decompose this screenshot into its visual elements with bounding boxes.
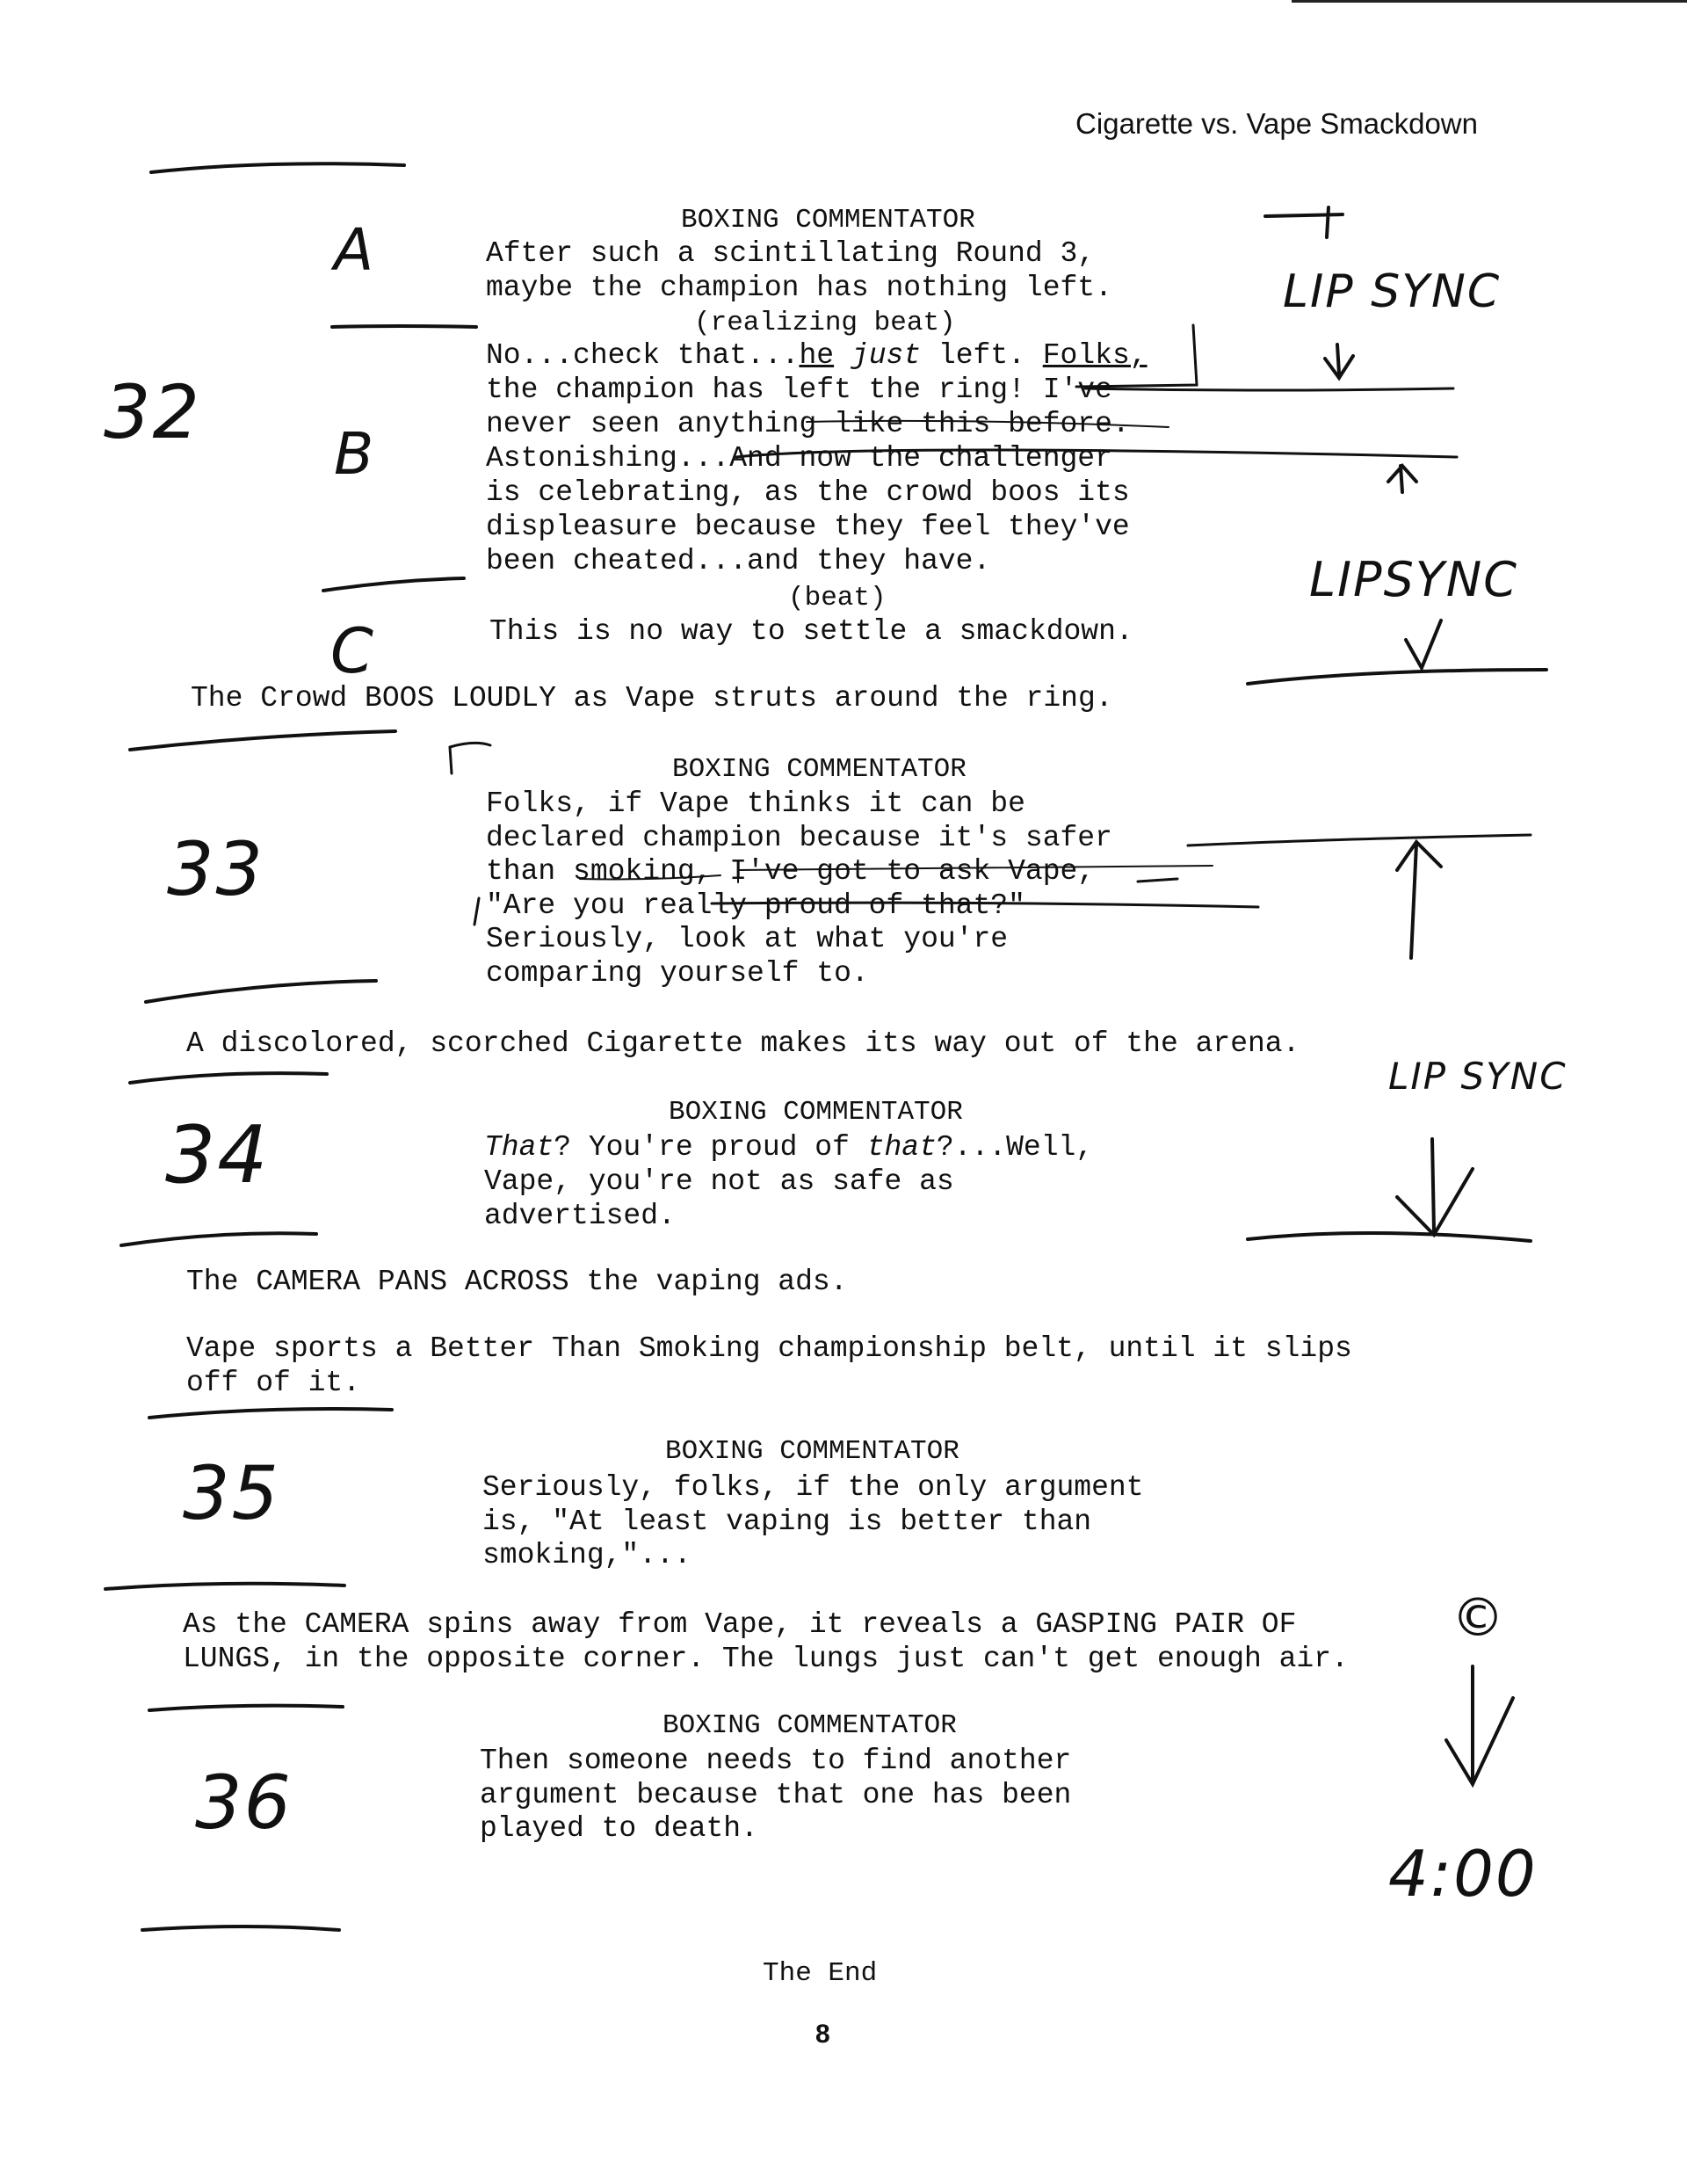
underline-mark [580,875,720,880]
action-line: A discolored, scorched Cigarette makes its way out of the arena. [186,1027,1300,1060]
underline-mark [807,421,1169,427]
action-line: The Crowd BOOS LOUDLY as Vape struts around the ring. [191,682,1113,715]
action-line: Vape sports a Better Than Smoking championship belt, until it slips off of it. [186,1332,1352,1399]
scene-divider-line [130,731,395,750]
bracket-mark [1138,879,1177,882]
character-name: BOXING COMMENTATOR [669,1097,963,1128]
handwritten-scene-number: 35 [183,1450,280,1536]
handwritten-section-letter: A [334,216,376,284]
handwritten-lip-sync-note: LIP SYNC [1283,265,1502,318]
handwritten-scene-number: 33 [167,826,264,912]
bracket-mark [450,743,490,773]
scene-divider-line [130,1073,327,1083]
arrow-down-icon [1248,620,1546,684]
the-end: The End [763,1958,878,1989]
dialogue-block: Then someone needs to find another argument because that one has been played to death. [480,1745,1072,1845]
bracket-mark [1188,835,1531,845]
dialogue-line: No...check that...he just left. Folks, [486,339,1148,372]
dialogue-line: is celebrating, as the crowd boos its [486,476,1130,509]
scene-divider-line [332,326,476,327]
scene-divider-line [149,1409,392,1418]
dialogue-line: Vape, you're not as safe as [484,1165,954,1198]
scene-divider-line [323,578,464,591]
page-title: Cigarette vs. Vape Smackdown [1075,107,1478,140]
arrow-up-icon [1388,466,1416,492]
scene-divider-line [149,1706,343,1710]
character-name: BOXING COMMENTATOR [681,205,975,236]
bracket-mark [1085,388,1453,390]
parenthetical: (realizing beat) [694,308,956,338]
dialogue-line: After such a scintillating Round 3, [486,237,1096,270]
handwritten-section-letter: B [334,420,376,488]
dialogue-line: maybe the champion has nothing left. [486,272,1112,304]
scene-divider-line [121,1233,316,1245]
handwritten-scene-number: 36 [195,1760,293,1846]
dialogue-block: Folks, if Vape thinks it can be declared champion because it's safer than smoking, I've got to ask Vape, "Are you really proud of that?" Seriously, look at what you're comparing yourself to. [486,787,1112,990]
bracket-mark [738,866,1213,882]
handwritten-section-letter: C [330,615,375,687]
handwritten-circle-mark: © [1452,1587,1506,1649]
arrow-down-icon [1248,1139,1531,1241]
dialogue-line: displeasure because they feel they've [486,511,1130,543]
dialogue-line: never seen anything like this before. [486,408,1130,440]
scene-divider-line [146,981,376,1002]
character-name: BOXING COMMENTATOR [662,1710,957,1741]
handwritten-scene-number: 32 [104,369,201,455]
dialogue-line: advertised. [484,1200,676,1232]
dialogue-line: Astonishing...And now the challenger [486,442,1112,475]
handwritten-scene-number: 34 [165,1109,270,1201]
action-line: The CAMERA PANS ACROSS the vaping ads. [186,1266,848,1298]
arrow-up-icon [1397,842,1441,958]
character-name: BOXING COMMENTATOR [665,1436,959,1467]
parenthetical: (beat) [788,583,887,613]
dialogue-line: This is no way to settle a smackdown. [489,615,1133,648]
bracket-mark [712,903,1258,907]
handwritten-lip-sync-note: LIP SYNC [1388,1055,1568,1098]
dialogue-line: been cheated...and they have. [486,545,991,577]
dialogue-block: Seriously, folks, if the only argument is, "At least vaping is better than smoking,"... [482,1471,1144,1571]
scene-divider-line [151,163,404,172]
page-number: 8 [815,2020,830,2049]
action-line: As the CAMERA spins away from Vape, it reveals a GASPING PAIR OF LUNGS, in the opposite corner. The lungs just can't get enough air. [183,1608,1349,1675]
scene-divider-line [142,1926,339,1930]
arrow-down-icon [1325,345,1353,378]
dialogue-line: That? You're proud of that?...Well, [484,1131,1094,1164]
bracket-mark [474,898,479,925]
handwritten-run-time: 4:00 [1388,1837,1538,1911]
arrow-down-icon [1446,1666,1513,1784]
scene-divider-line [105,1584,344,1589]
bracket-mark [1076,325,1197,387]
handwritten-lip-sync-note: LIPSYNC [1309,552,1518,607]
bracket-mark [736,450,1457,457]
character-name: BOXING COMMENTATOR [672,754,967,785]
arrow-up-icon [1265,207,1343,237]
dialogue-line: the champion has left the ring! I've [486,374,1112,406]
